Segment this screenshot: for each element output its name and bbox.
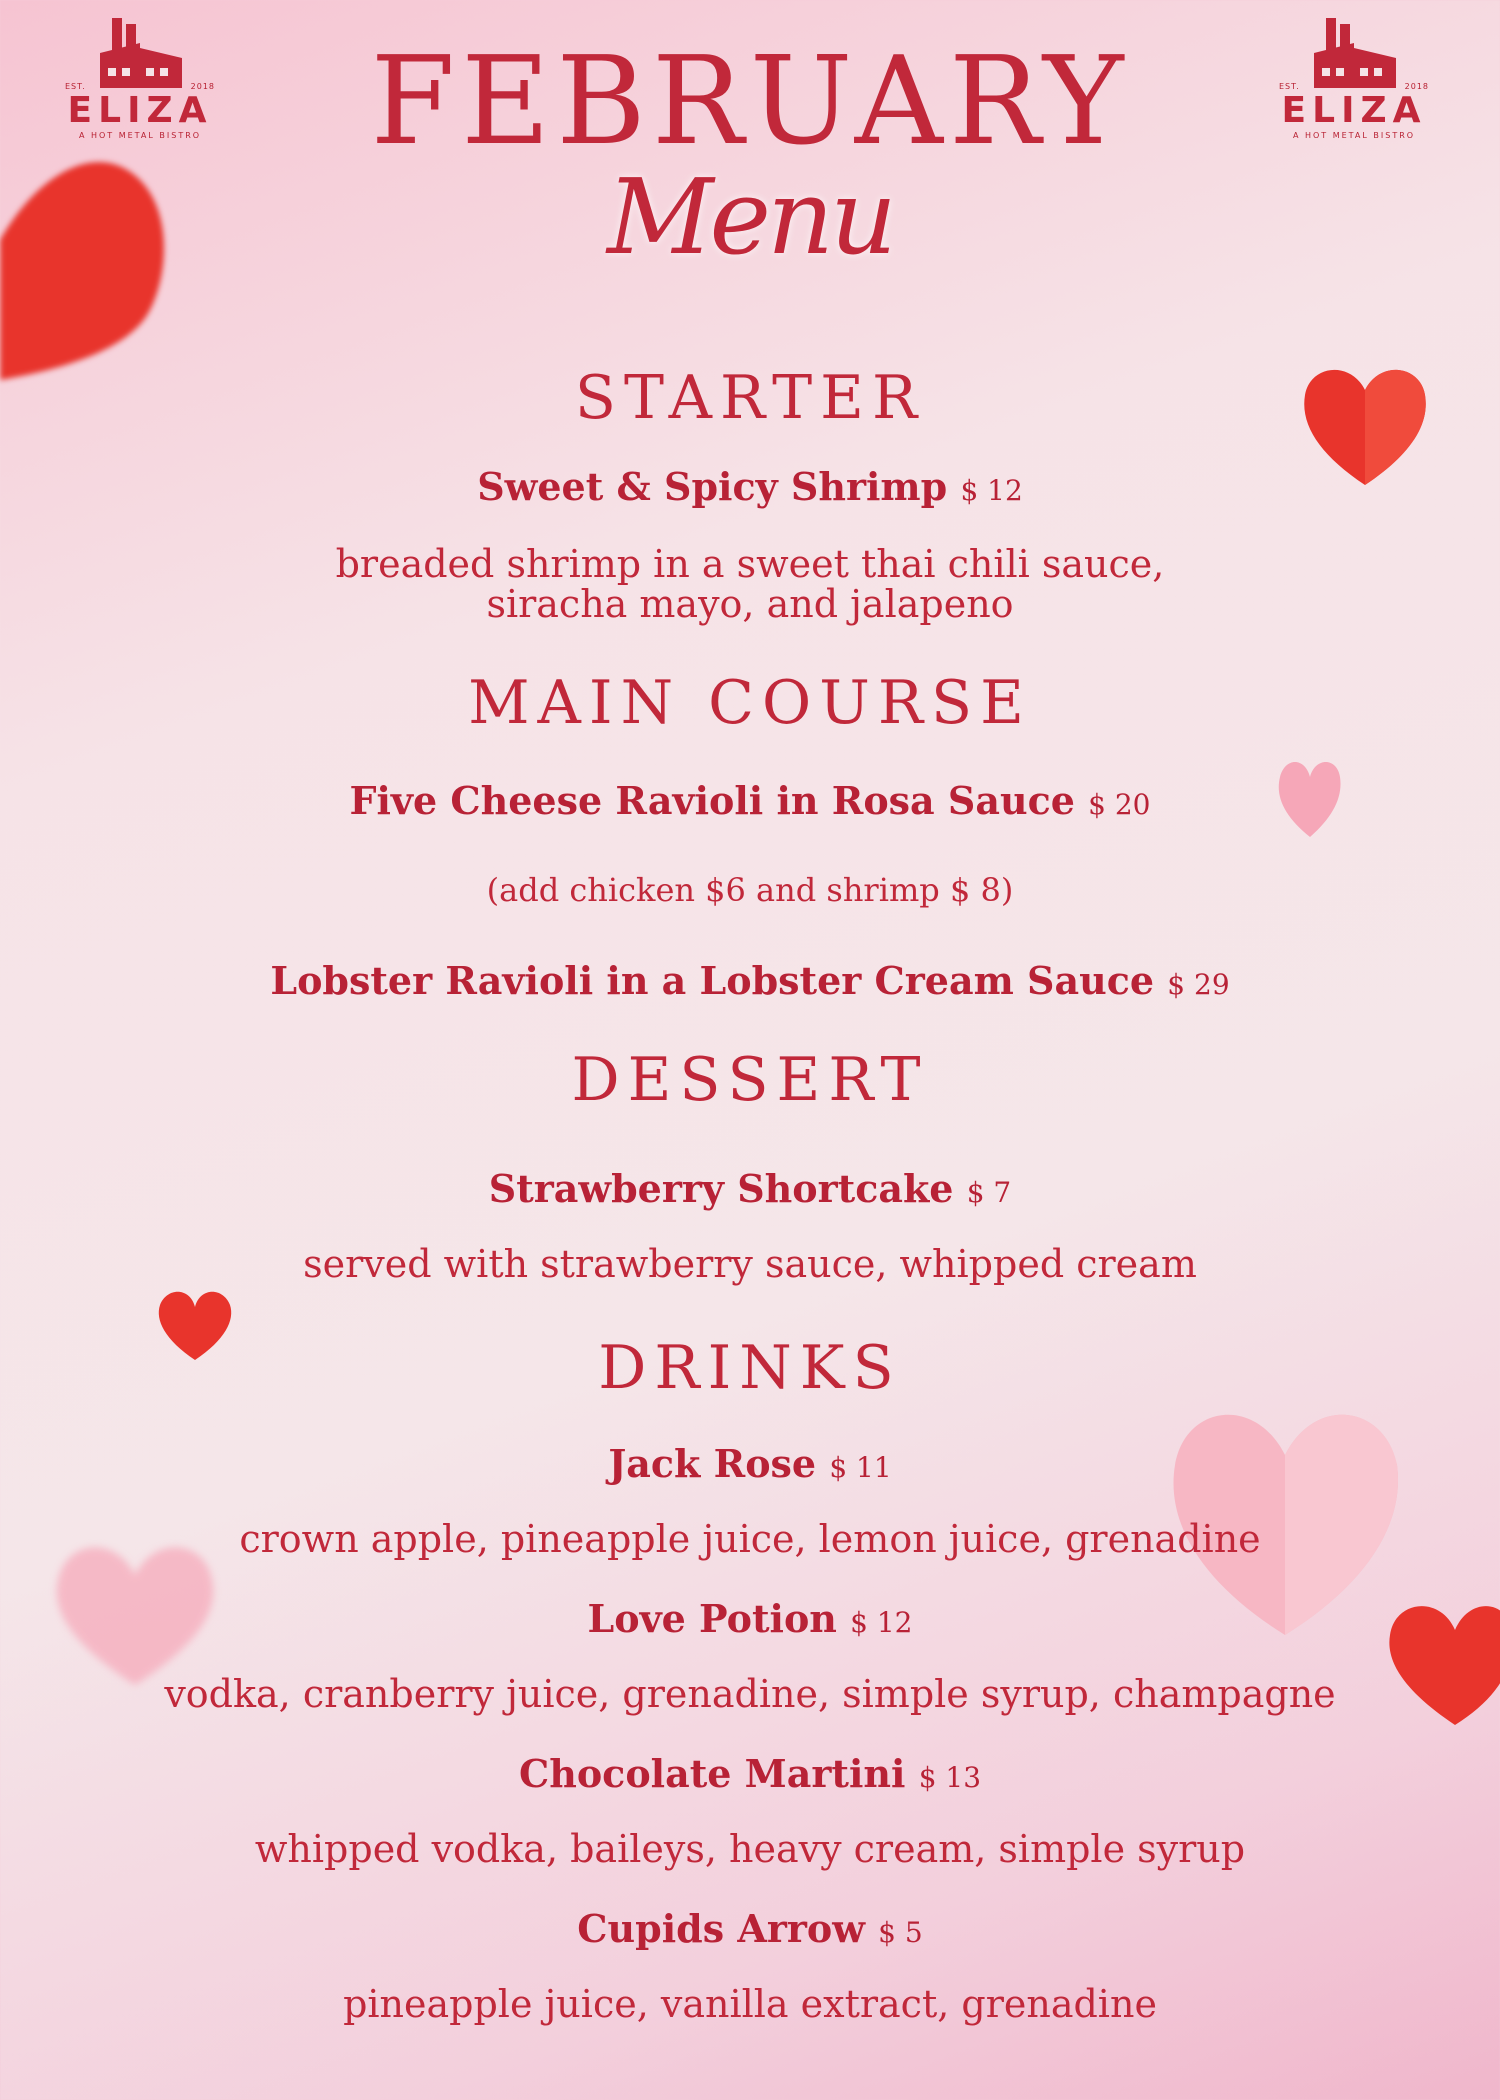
item-name: Love Potion <box>587 1596 837 1641</box>
menu-item <box>0 1751 1500 1796</box>
section-heading-drinks: DRINKS <box>598 1333 902 1403</box>
logo-tagline: A HOT METAL BISTRO <box>78 131 202 140</box>
item-price: $ 13 <box>918 1761 982 1794</box>
item-note: (add chicken $6 and shrimp $ 8) <box>486 871 1014 909</box>
item-price: $ 29 <box>1167 968 1230 1001</box>
logo-tagline: A HOT METAL BISTRO <box>1292 131 1416 140</box>
page-title: FEBRUARY <box>370 30 1130 172</box>
item-price: $ 5 <box>878 1916 923 1949</box>
logo-est: EST. 2018 <box>1279 82 1429 91</box>
item-price: $ 7 <box>966 1176 1012 1209</box>
section-heading-dessert: DESSERT <box>571 1045 929 1115</box>
item-price: $ 12 <box>850 1606 913 1639</box>
item-price: $ 11 <box>829 1451 892 1484</box>
item-description: whipped vodka, baileys, heavy cream, simple syrup <box>254 1827 1246 1871</box>
menu-item <box>0 1596 1500 1641</box>
item-description: served with strawberry sauce, whipped cream <box>303 1242 1197 1286</box>
menu-item <box>0 1166 1500 1211</box>
item-name: Lobster Ravioli in a Lobster Cream Sauce <box>270 958 1155 1003</box>
item-name: Cupids Arrow <box>577 1906 865 1951</box>
section-heading-main-course: MAIN COURSE <box>468 668 1032 738</box>
logo-name: ELIZA <box>1281 90 1427 131</box>
item-price: $ 20 <box>1088 788 1151 821</box>
menu-item <box>0 1441 1500 1486</box>
item-price: $ 12 <box>960 474 1023 507</box>
item-description: siracha mayo, and jalapeno <box>486 582 1014 626</box>
item-name: Five Cheese Ravioli in Rosa Sauce <box>349 778 1075 823</box>
item-name: Strawberry Shortcake <box>488 1166 954 1211</box>
item-description: pineapple juice, vanilla extract, grenadine <box>343 1982 1157 2026</box>
menu-item <box>0 778 1500 823</box>
item-description: crown apple, pineapple juice, lemon juice, grenadine <box>239 1517 1261 1561</box>
menu-item <box>0 1906 1500 1951</box>
menu-item <box>0 958 1500 1003</box>
item-description: breaded shrimp in a sweet thai chili sauce, <box>335 542 1165 586</box>
item-name: Chocolate Martini <box>518 1751 906 1796</box>
item-name: Sweet & Spicy Shrimp <box>477 464 948 509</box>
section-heading-starter: STARTER <box>574 363 926 433</box>
page-subtitle: Menu <box>607 156 893 278</box>
logo-name: ELIZA <box>67 90 213 131</box>
logo-est: EST. 2018 <box>65 82 215 91</box>
menu-item <box>0 464 1500 509</box>
item-name: Jack Rose <box>608 1441 817 1486</box>
item-description: vodka, cranberry juice, grenadine, simple syrup, champagne <box>164 1672 1336 1716</box>
